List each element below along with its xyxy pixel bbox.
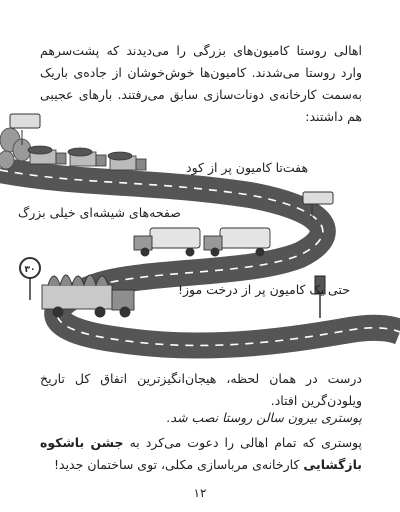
glass-trucks [134,228,270,256]
label-glass-panes: صفحه‌های شیشه‌ای خیلی بزرگ [18,205,181,220]
winding-road [0,170,400,345]
page-number: ۱۲ [193,486,207,500]
invite-text: پوستری که تمام اهالی را دعوت می‌کرد به [129,435,362,450]
story-paragraph-2: درست در همان لحظه، هیجان‌انگیزترین اتفاق کل تاریخ ویلودن‌گرین افتاد. [40,371,362,408]
poster-sentence: پوستری بیرون سالن روستا نصب شد. [166,410,362,425]
intro-paragraph: اهالی روستا کامیون‌های بزرگی را می‌دیدند که پشت‌سرهم وارد روستا می‌شدند. کامیون‌ها خوش‌خوشان از جاده‌ی باریک به‌سمت کارخانه‌ی دونات‌سازی سابق می‌رفتند. بارهای عجیبی هم داشتند: [40,43,362,124]
story-paragraph-4 [40,432,362,476]
celebration-name: جشن باشکوه بازگشایی [40,435,362,472]
invite-text-end: کارخانه‌ی مرباسازی مکلی، توی ساختمان جدید! [54,457,300,472]
speed-limit-value: ۳۰ [24,265,36,275]
label-seven-trucks: هفت‌تا کامیون پر از کود [186,160,309,175]
label-banana-truck: حتی یک کامیون پر از درخت موز! [178,282,350,297]
